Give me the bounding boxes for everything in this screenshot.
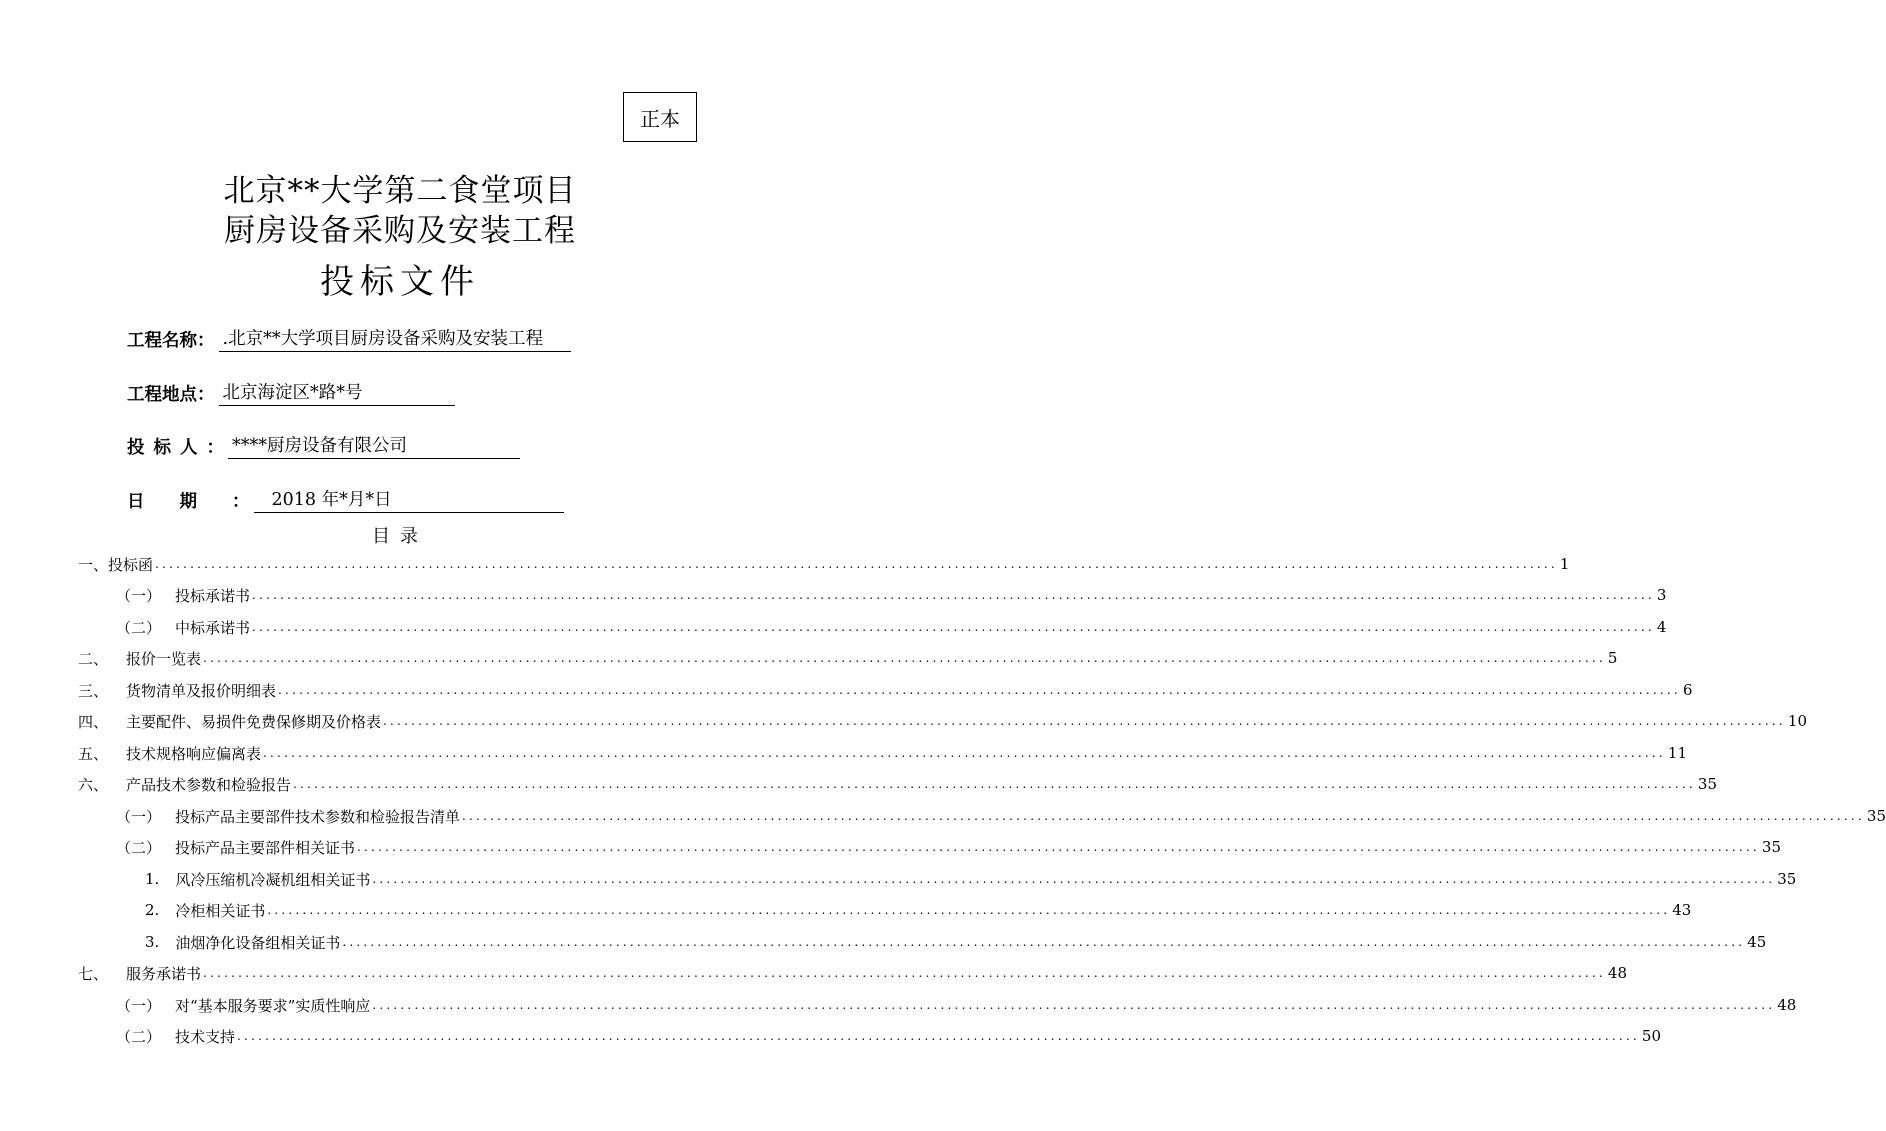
toc-item-label: 投标产品主要部件技术参数和检验报告清单	[175, 807, 461, 826]
project-name-value: .北京**大学项目厨房设备采购及安装工程	[219, 325, 571, 352]
bidder-value: ****厨房设备有限公司	[228, 432, 520, 459]
toc-dot-leader: ........................................................................................................................................................................................................	[372, 872, 1776, 886]
project-name-row	[127, 322, 571, 352]
toc-item[interactable]	[78, 548, 1570, 580]
toc-item-page: 35	[1777, 870, 1797, 888]
toc-item-page: 4	[1656, 618, 1667, 636]
toc-item-page: 45	[1747, 933, 1767, 951]
toc-dot-leader: ........................................................................................................................................................................................................	[357, 840, 1760, 854]
toc-item-page: 43	[1672, 901, 1692, 919]
toc-item-label: 投标函	[108, 555, 154, 574]
toc-item-page: 50	[1641, 1027, 1662, 1045]
colon: ：	[197, 331, 215, 351]
toc-item[interactable]	[145, 894, 1692, 926]
toc-item-number: （二）	[116, 618, 162, 637]
date-value: 2018 年*月*日	[254, 486, 564, 513]
date-label: 日期	[127, 492, 232, 512]
colon: ：	[197, 385, 215, 405]
toc-item-number: 三、	[78, 681, 109, 700]
toc-item-label: 对“基本服务要求”实质性响应	[175, 996, 371, 1015]
date-row	[127, 483, 564, 513]
toc-item-number: 五、	[78, 744, 109, 763]
toc-item-number: 四、	[78, 712, 109, 731]
toc-dot-leader: ........................................................................................................................................................................................................	[155, 557, 1558, 571]
toc-dot-leader: ........................................................................................................................................................................................................	[203, 651, 1606, 665]
toc-item-number: （一）	[116, 807, 162, 826]
toc-item-number: 六、	[78, 775, 109, 794]
toc-dot-leader: ........................................................................................................................................................................................................	[342, 935, 1746, 949]
toc-item-number: （二）	[116, 838, 162, 857]
toc-dot-leader: ........................................................................................................................................................................................................	[267, 903, 1671, 917]
toc-item-label: 报价一览表	[126, 649, 202, 668]
toc-item[interactable]	[145, 863, 1797, 895]
toc-item[interactable]	[78, 705, 1808, 737]
toc-item[interactable]	[116, 1020, 1662, 1052]
toc-item[interactable]	[78, 768, 1718, 800]
toc-title: 目录	[372, 526, 428, 547]
bidder-row	[127, 429, 520, 459]
toc-dot-leader: ........................................................................................................................................................................................................	[278, 683, 1681, 697]
toc-item[interactable]	[78, 737, 1688, 769]
toc-dot-leader: ........................................................................................................................................................................................................	[263, 746, 1666, 760]
bidder-label: 投标人	[127, 438, 207, 458]
toc-item-label: 服务承诺书	[126, 964, 202, 983]
toc-item-page: 11	[1667, 744, 1688, 762]
toc-item-label: 主要配件、易损件免费保修期及价格表	[126, 712, 382, 731]
project-location-row	[127, 376, 455, 406]
toc-dot-leader: ........................................................................................................................................................................................................	[383, 714, 1786, 728]
toc-item[interactable]	[116, 579, 1667, 611]
toc-dot-leader: ........................................................................................................................................................................................................	[203, 966, 1606, 980]
toc-item-page: 48	[1607, 964, 1628, 982]
project-name-label: 工程名称	[127, 331, 197, 351]
toc-item-label: 投标产品主要部件相关证书	[175, 838, 356, 857]
toc-item[interactable]	[78, 957, 1628, 989]
toc-item[interactable]	[116, 989, 1797, 1021]
toc-item-number: 二、	[78, 649, 109, 668]
toc-dot-leader: ........................................................................................................................................................................................................	[252, 588, 1655, 602]
toc-item[interactable]	[78, 642, 1618, 674]
toc-item[interactable]	[116, 800, 1886, 832]
toc-item-page: 48	[1777, 996, 1797, 1014]
toc-item-label: 中标承诺书	[175, 618, 251, 637]
toc-item-page: 1	[1559, 555, 1570, 573]
toc-item[interactable]	[116, 611, 1667, 643]
toc-item-number: 七、	[78, 964, 109, 983]
toc-item-label: 风冷压缩机冷凝机组相关证书	[175, 870, 371, 889]
toc-dot-leader: ........................................................................................................................................................................................................	[372, 998, 1776, 1012]
toc-item-label: 产品技术参数和检验报告	[126, 775, 292, 794]
toc-dot-leader: ........................................................................................................................................................................................................	[252, 620, 1655, 634]
toc-item-number: 一、	[78, 555, 109, 574]
colon: ：	[206, 438, 224, 458]
toc-item-number: 3.	[145, 933, 160, 951]
toc-item-page: 5	[1607, 649, 1618, 667]
toc-item[interactable]	[116, 831, 1782, 863]
location-label: 工程地点	[127, 385, 197, 405]
location-value: 北京海淀区*路*号	[219, 379, 455, 406]
title-line-1: 北京**大学第二食堂项目	[223, 173, 577, 209]
toc-dot-leader: ........................................................................................................................................................................................................	[293, 777, 1696, 791]
toc-item-page: 6	[1682, 681, 1693, 699]
toc-dot-leader: ........................................................................................................................................................................................................	[237, 1029, 1640, 1043]
toc-item-page: 35	[1761, 838, 1782, 856]
title-line-3: 投标文件	[320, 262, 480, 302]
toc-item-page: 10	[1787, 712, 1808, 730]
toc-item-label: 技术规格响应偏离表	[126, 744, 262, 763]
toc-dot-leader: ........................................................................................................................................................................................................	[462, 809, 1865, 823]
toc-item-page: 3	[1656, 586, 1667, 604]
title-line-2: 厨房设备采购及安装工程	[224, 213, 576, 249]
toc-item-label: 技术支持	[175, 1027, 236, 1046]
toc-item-label: 投标承诺书	[175, 586, 251, 605]
toc-item-label: 货物清单及报价明细表	[126, 681, 277, 700]
toc-item[interactable]	[145, 926, 1767, 958]
toc-item-number: （二）	[116, 1027, 162, 1046]
toc-item-number: 1.	[145, 870, 160, 888]
colon: ：	[232, 492, 250, 512]
toc-item-page: 35	[1697, 775, 1718, 793]
toc-item-number: 2.	[145, 901, 160, 919]
toc-item-label: 油烟净化设备组相关证书	[175, 933, 341, 952]
toc-item-number: （一）	[116, 996, 162, 1015]
toc-item-number: （一）	[116, 586, 162, 605]
toc-item-label: 冷柜相关证书	[175, 901, 266, 920]
toc-item-page: 35	[1866, 807, 1886, 825]
original-copy-stamp: 正本	[623, 92, 697, 142]
toc-item[interactable]	[78, 674, 1693, 706]
